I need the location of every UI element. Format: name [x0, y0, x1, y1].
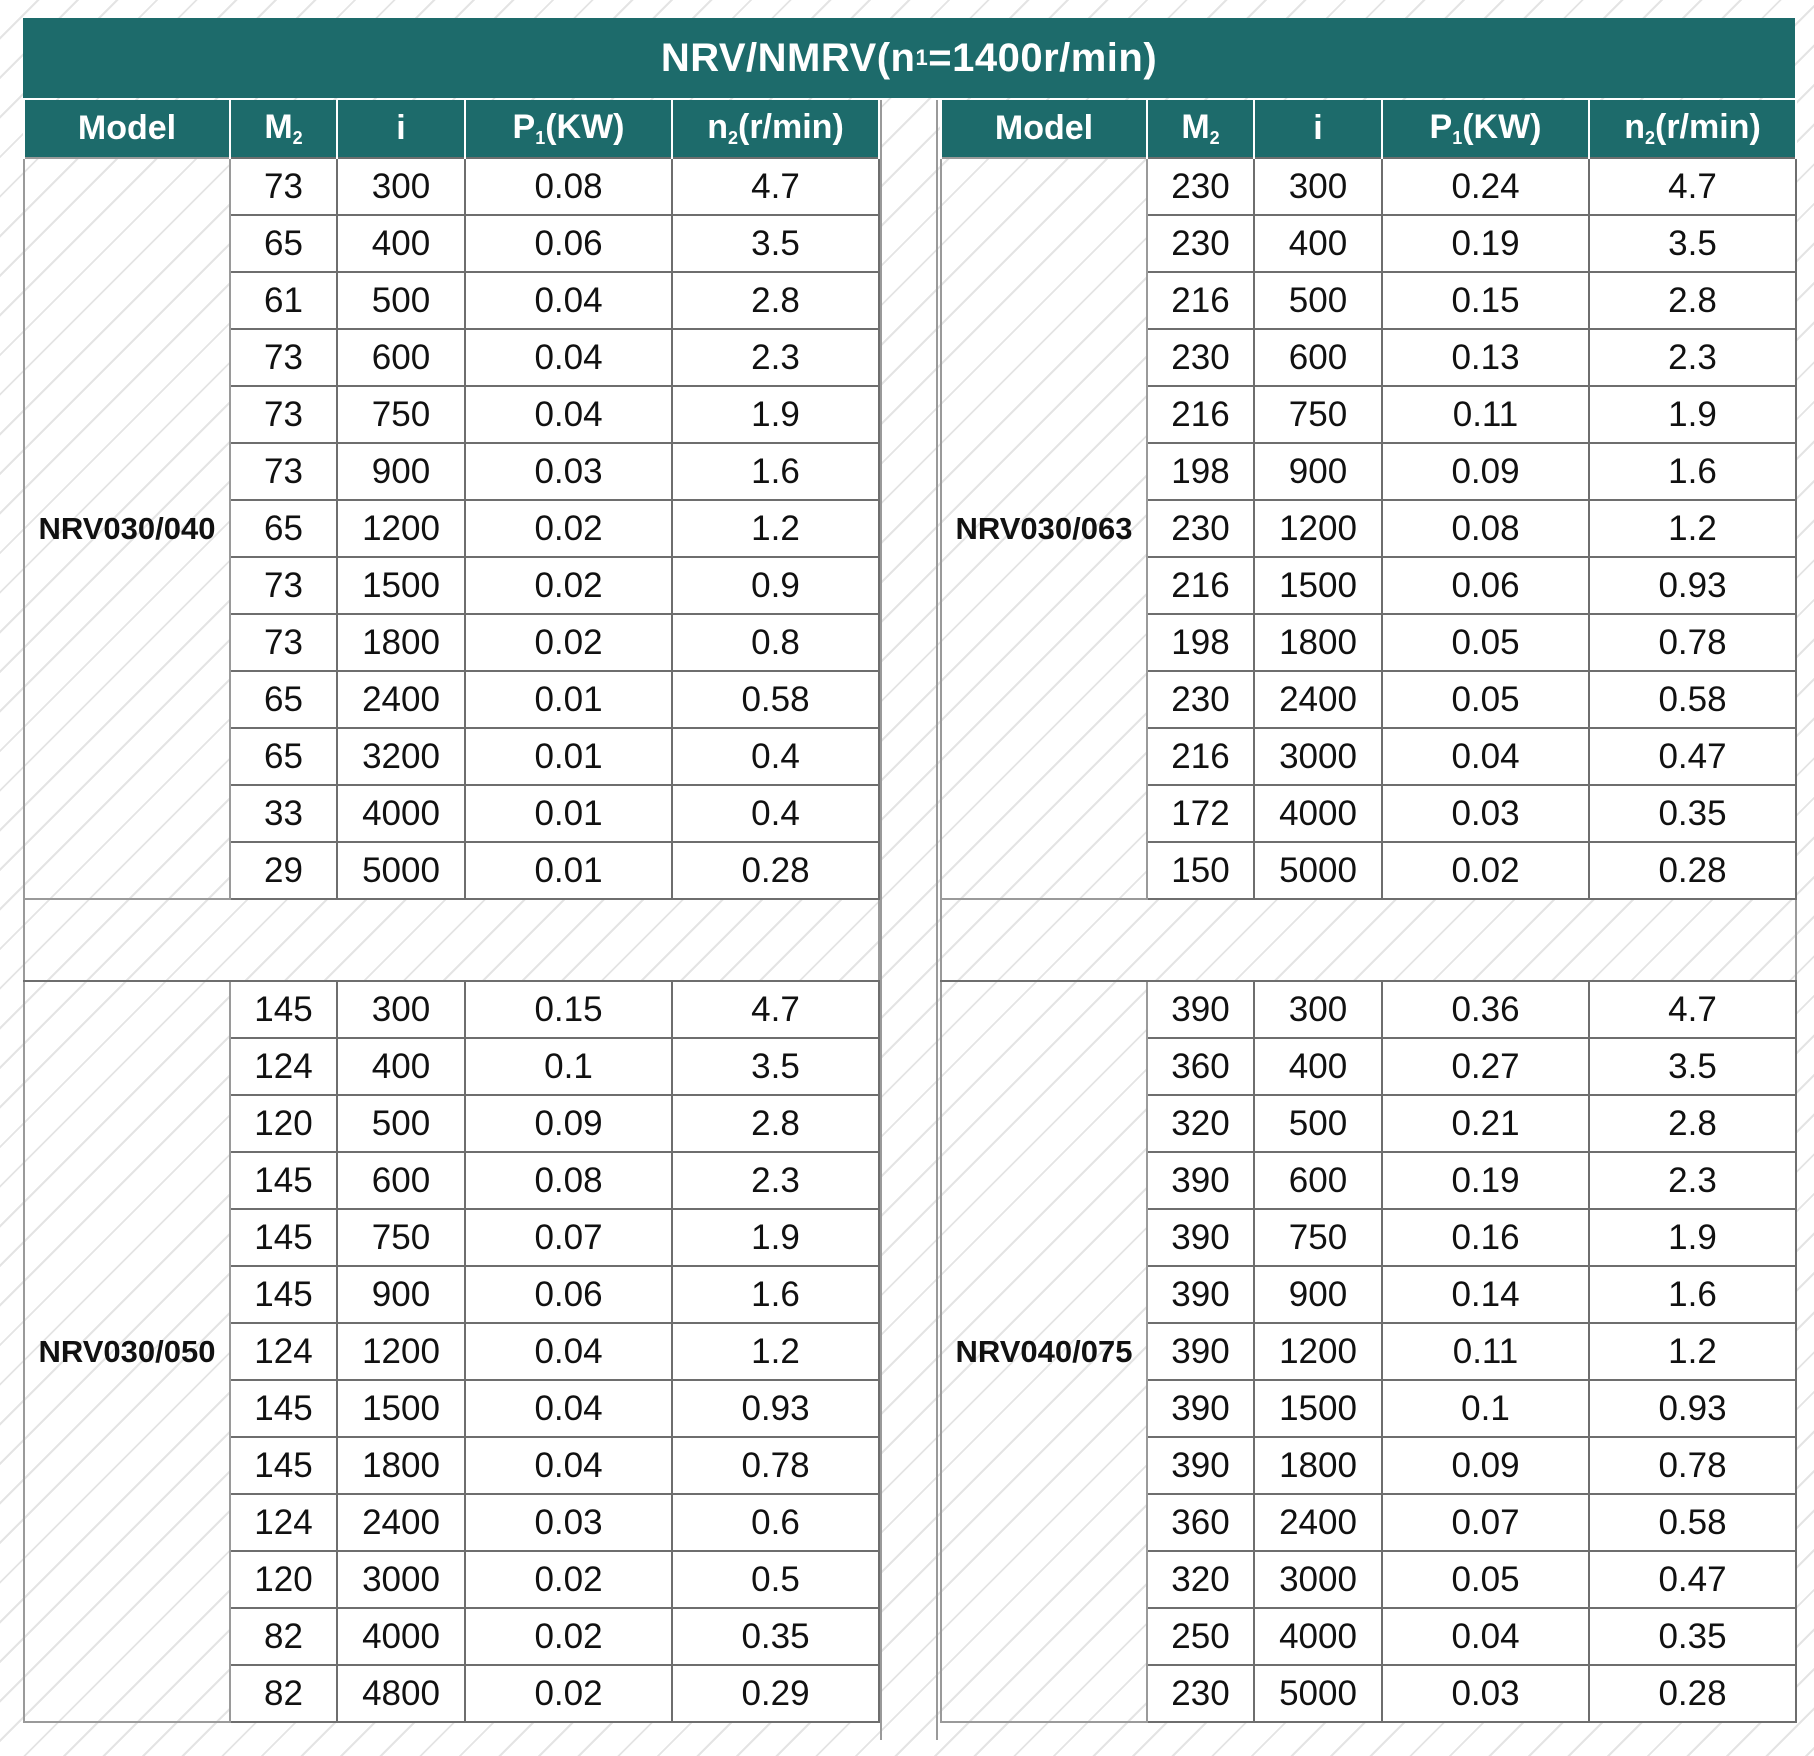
i-cell: 1200: [337, 1323, 465, 1380]
n2-cell: 4.7: [672, 981, 879, 1038]
m2-cell: 198: [1147, 614, 1254, 671]
p1-cell: 0.02: [465, 614, 672, 671]
i-cell: 3000: [1254, 1551, 1382, 1608]
i-cell: 500: [1254, 272, 1382, 329]
m2-cell: 230: [1147, 329, 1254, 386]
m2-cell: 198: [1147, 443, 1254, 500]
i-cell: 600: [337, 329, 465, 386]
n2-cell: 2.8: [672, 272, 879, 329]
i-cell: 3000: [1254, 728, 1382, 785]
m2-cell: 73: [230, 557, 337, 614]
i-cell: 1500: [1254, 1380, 1382, 1437]
spacer-cell: [941, 899, 1796, 981]
p1-cell: 0.21: [1382, 1095, 1589, 1152]
n2-cell: 4.7: [1589, 981, 1796, 1038]
left-spec-table: [23, 100, 880, 1723]
i-cell: 1800: [337, 614, 465, 671]
i-cell: 1800: [1254, 1437, 1382, 1494]
p1-cell: 0.06: [465, 215, 672, 272]
i-cell: 1500: [1254, 557, 1382, 614]
m2-cell: 82: [230, 1608, 337, 1665]
p1-cell: 0.08: [465, 1152, 672, 1209]
n2-cell: 0.93: [1589, 557, 1796, 614]
i-cell: 1500: [337, 1380, 465, 1437]
m2-cell: 320: [1147, 1095, 1254, 1152]
m2-cell: 145: [230, 1437, 337, 1494]
m2-cell: 390: [1147, 1152, 1254, 1209]
m2-cell: 390: [1147, 1380, 1254, 1437]
n2-cell: 0.58: [1589, 1494, 1796, 1551]
p1-cell: 0.02: [465, 1665, 672, 1722]
n2-cell: 0.78: [672, 1437, 879, 1494]
p1-cell: 0.13: [1382, 329, 1589, 386]
m2-cell: 73: [230, 158, 337, 215]
column-divider: [880, 100, 938, 1740]
p1-cell: 0.11: [1382, 386, 1589, 443]
p1-cell: 0.09: [1382, 443, 1589, 500]
i-cell: 500: [1254, 1095, 1382, 1152]
i-cell: 5000: [1254, 842, 1382, 899]
m2-cell: 65: [230, 671, 337, 728]
n2-cell: 2.8: [1589, 272, 1796, 329]
n2-cell: 1.2: [1589, 500, 1796, 557]
n2-cell: 1.6: [672, 1266, 879, 1323]
m2-cell: 124: [230, 1038, 337, 1095]
p1-cell: 0.11: [1382, 1323, 1589, 1380]
p1-cell: 0.08: [1382, 500, 1589, 557]
p1-cell: 0.09: [465, 1095, 672, 1152]
i-cell: 300: [1254, 158, 1382, 215]
header-model: Model: [24, 100, 230, 158]
i-cell: 900: [337, 443, 465, 500]
p1-cell: 0.04: [1382, 728, 1589, 785]
i-cell: 500: [337, 1095, 465, 1152]
header-n2: $n_2(r/\min)$: [672, 100, 879, 158]
p1-cell: 0.05: [1382, 671, 1589, 728]
header-model: Model: [941, 100, 1147, 158]
n2-cell: 0.47: [1589, 1551, 1796, 1608]
header-i: i: [337, 100, 465, 158]
p1-cell: 0.24: [1382, 158, 1589, 215]
i-cell: 4000: [1254, 1608, 1382, 1665]
n2-cell: 3.5: [1589, 1038, 1796, 1095]
m2-cell: 250: [1147, 1608, 1254, 1665]
n2-cell: 0.35: [672, 1608, 879, 1665]
n2-cell: 0.93: [1589, 1380, 1796, 1437]
n2-cell: 1.2: [1589, 1323, 1796, 1380]
i-cell: 750: [1254, 386, 1382, 443]
m2-cell: 390: [1147, 1323, 1254, 1380]
model-cell: NRV040/075: [941, 981, 1147, 1722]
i-cell: 600: [337, 1152, 465, 1209]
m2-cell: 61: [230, 272, 337, 329]
m2-cell: 73: [230, 329, 337, 386]
i-cell: 4000: [337, 1608, 465, 1665]
m2-cell: 120: [230, 1551, 337, 1608]
n2-cell: 2.3: [672, 329, 879, 386]
table-row: [941, 158, 1796, 215]
p1-cell: 0.01: [465, 842, 672, 899]
p1-cell: 0.19: [1382, 215, 1589, 272]
m2-cell: 230: [1147, 671, 1254, 728]
n2-cell: 0.28: [1589, 1665, 1796, 1722]
group-spacer: [941, 899, 1796, 981]
m2-cell: 390: [1147, 1266, 1254, 1323]
i-cell: 900: [337, 1266, 465, 1323]
header-i: i: [1254, 100, 1382, 158]
m2-cell: 145: [230, 1152, 337, 1209]
m2-cell: 390: [1147, 1209, 1254, 1266]
p1-cell: 0.08: [465, 158, 672, 215]
i-cell: 4000: [337, 785, 465, 842]
i-cell: 4000: [1254, 785, 1382, 842]
p1-cell: 0.14: [1382, 1266, 1589, 1323]
p1-cell: 0.02: [465, 1608, 672, 1665]
header-m2: $M_2$: [230, 100, 337, 158]
p1-cell: 0.04: [465, 272, 672, 329]
i-cell: 750: [1254, 1209, 1382, 1266]
i-cell: 600: [1254, 1152, 1382, 1209]
m2-cell: 29: [230, 842, 337, 899]
p1-cell: 0.04: [1382, 1608, 1589, 1665]
i-cell: 400: [337, 215, 465, 272]
model-cell: NRV030/063: [941, 158, 1147, 899]
i-cell: 2400: [1254, 671, 1382, 728]
n2-cell: 0.47: [1589, 728, 1796, 785]
m2-cell: 150: [1147, 842, 1254, 899]
p1-cell: 0.04: [465, 1437, 672, 1494]
i-cell: 300: [337, 158, 465, 215]
header-p1: $P_1(KW)$: [1382, 100, 1589, 158]
m2-cell: 216: [1147, 272, 1254, 329]
n2-cell: 2.3: [1589, 1152, 1796, 1209]
m2-cell: 33: [230, 785, 337, 842]
m2-cell: 320: [1147, 1551, 1254, 1608]
p1-cell: 0.07: [465, 1209, 672, 1266]
p1-cell: 0.03: [465, 1494, 672, 1551]
table-row: [24, 981, 879, 1038]
n2-cell: 1.6: [1589, 1266, 1796, 1323]
p1-cell: 0.16: [1382, 1209, 1589, 1266]
n2-cell: 2.8: [672, 1095, 879, 1152]
p1-cell: 0.09: [1382, 1437, 1589, 1494]
n2-cell: 0.35: [1589, 1608, 1796, 1665]
n2-cell: 2.3: [1589, 329, 1796, 386]
p1-cell: 0.03: [465, 443, 672, 500]
m2-cell: 390: [1147, 981, 1254, 1038]
i-cell: 750: [337, 1209, 465, 1266]
p1-cell: 0.02: [465, 1551, 672, 1608]
n2-cell: 0.58: [672, 671, 879, 728]
p1-cell: 0.01: [465, 671, 672, 728]
i-cell: 500: [337, 272, 465, 329]
right-panel: [940, 100, 1795, 1723]
n2-cell: 3.5: [672, 1038, 879, 1095]
p1-cell: 0.05: [1382, 1551, 1589, 1608]
p1-cell: 0.02: [1382, 842, 1589, 899]
i-cell: 1800: [1254, 614, 1382, 671]
n2-cell: 0.28: [1589, 842, 1796, 899]
i-cell: 2400: [1254, 1494, 1382, 1551]
n2-cell: 2.3: [672, 1152, 879, 1209]
n2-cell: 0.9: [672, 557, 879, 614]
header-row: [24, 100, 879, 158]
p1-cell: 0.03: [1382, 1665, 1589, 1722]
n2-cell: 1.2: [672, 1323, 879, 1380]
table-row: [24, 158, 879, 215]
i-cell: 1800: [337, 1437, 465, 1494]
i-cell: 900: [1254, 443, 1382, 500]
n2-cell: 0.35: [1589, 785, 1796, 842]
p1-cell: 0.06: [465, 1266, 672, 1323]
n2-cell: 3.5: [672, 215, 879, 272]
m2-cell: 73: [230, 614, 337, 671]
m2-cell: 124: [230, 1494, 337, 1551]
table-title: NRV/NMRV(n 1 =1400r/min): [23, 18, 1795, 98]
left-panel: [23, 100, 878, 1723]
i-cell: 1200: [337, 500, 465, 557]
group-spacer: [24, 899, 879, 981]
p1-cell: 0.07: [1382, 1494, 1589, 1551]
m2-cell: 172: [1147, 785, 1254, 842]
m2-cell: 230: [1147, 158, 1254, 215]
m2-cell: 82: [230, 1665, 337, 1722]
i-cell: 600: [1254, 329, 1382, 386]
p1-cell: 0.02: [465, 557, 672, 614]
p1-cell: 0.04: [465, 1380, 672, 1437]
n2-cell: 1.2: [672, 500, 879, 557]
i-cell: 750: [337, 386, 465, 443]
spacer-cell: [24, 899, 879, 981]
m2-cell: 124: [230, 1323, 337, 1380]
i-cell: 1200: [1254, 500, 1382, 557]
header-n2: $n_2(r/\min)$: [1589, 100, 1796, 158]
i-cell: 400: [1254, 215, 1382, 272]
n2-cell: 0.29: [672, 1665, 879, 1722]
m2-cell: 360: [1147, 1494, 1254, 1551]
n2-cell: 0.5: [672, 1551, 879, 1608]
p1-cell: 0.04: [465, 1323, 672, 1380]
header-p1: $P_1(KW)$: [465, 100, 672, 158]
m2-cell: 216: [1147, 386, 1254, 443]
n2-cell: 0.6: [672, 1494, 879, 1551]
i-cell: 5000: [337, 842, 465, 899]
p1-cell: 0.36: [1382, 981, 1589, 1038]
p1-cell: 0.03: [1382, 785, 1589, 842]
m2-cell: 120: [230, 1095, 337, 1152]
n2-cell: 1.6: [672, 443, 879, 500]
n2-cell: 4.7: [672, 158, 879, 215]
m2-cell: 145: [230, 1209, 337, 1266]
p1-cell: 0.01: [465, 785, 672, 842]
n2-cell: 4.7: [1589, 158, 1796, 215]
n2-cell: 0.28: [672, 842, 879, 899]
m2-cell: 73: [230, 443, 337, 500]
n2-cell: 0.78: [1589, 614, 1796, 671]
p1-cell: 0.1: [1382, 1380, 1589, 1437]
m2-cell: 145: [230, 1266, 337, 1323]
n2-cell: 0.8: [672, 614, 879, 671]
i-cell: 3000: [337, 1551, 465, 1608]
m2-cell: 73: [230, 386, 337, 443]
p1-cell: 0.02: [465, 500, 672, 557]
m2-cell: 360: [1147, 1038, 1254, 1095]
n2-cell: 1.9: [1589, 386, 1796, 443]
m2-cell: 390: [1147, 1437, 1254, 1494]
i-cell: 400: [337, 1038, 465, 1095]
m2-cell: 145: [230, 981, 337, 1038]
m2-cell: 65: [230, 500, 337, 557]
header-m2: $M_2$: [1147, 100, 1254, 158]
m2-cell: 230: [1147, 500, 1254, 557]
p1-cell: 0.27: [1382, 1038, 1589, 1095]
i-cell: 2400: [337, 671, 465, 728]
p1-cell: 0.1: [465, 1038, 672, 1095]
n2-cell: 1.9: [672, 1209, 879, 1266]
n2-cell: 0.4: [672, 785, 879, 842]
m2-cell: 65: [230, 215, 337, 272]
i-cell: 4800: [337, 1665, 465, 1722]
i-cell: 2400: [337, 1494, 465, 1551]
p1-cell: 0.04: [465, 329, 672, 386]
n2-cell: 0.58: [1589, 671, 1796, 728]
i-cell: 400: [1254, 1038, 1382, 1095]
m2-cell: 65: [230, 728, 337, 785]
n2-cell: 0.78: [1589, 1437, 1796, 1494]
i-cell: 1200: [1254, 1323, 1382, 1380]
model-cell: NRV030/040: [24, 158, 230, 899]
n2-cell: 3.5: [1589, 215, 1796, 272]
table-row: [941, 981, 1796, 1038]
p1-cell: 0.15: [465, 981, 672, 1038]
right-spec-table: [940, 100, 1797, 1723]
m2-cell: 216: [1147, 557, 1254, 614]
n2-cell: 1.6: [1589, 443, 1796, 500]
i-cell: 3200: [337, 728, 465, 785]
p1-cell: 0.01: [465, 728, 672, 785]
p1-cell: 0.06: [1382, 557, 1589, 614]
i-cell: 300: [1254, 981, 1382, 1038]
i-cell: 5000: [1254, 1665, 1382, 1722]
p1-cell: 0.19: [1382, 1152, 1589, 1209]
n2-cell: 1.9: [672, 386, 879, 443]
n2-cell: 0.93: [672, 1380, 879, 1437]
i-cell: 300: [337, 981, 465, 1038]
model-cell: NRV030/050: [24, 981, 230, 1722]
p1-cell: 0.15: [1382, 272, 1589, 329]
m2-cell: 230: [1147, 1665, 1254, 1722]
n2-cell: 2.8: [1589, 1095, 1796, 1152]
header-row: [941, 100, 1796, 158]
n2-cell: 0.4: [672, 728, 879, 785]
p1-cell: 0.04: [465, 386, 672, 443]
n2-cell: 1.9: [1589, 1209, 1796, 1266]
i-cell: 1500: [337, 557, 465, 614]
m2-cell: 145: [230, 1380, 337, 1437]
m2-cell: 216: [1147, 728, 1254, 785]
m2-cell: 230: [1147, 215, 1254, 272]
p1-cell: 0.05: [1382, 614, 1589, 671]
i-cell: 900: [1254, 1266, 1382, 1323]
